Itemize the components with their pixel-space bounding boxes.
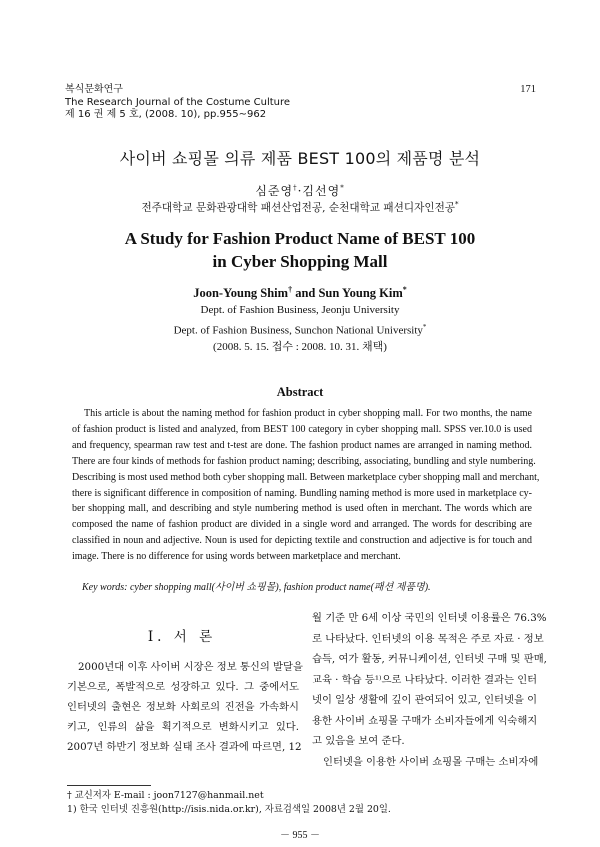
section-heading-introduction: Ⅰ. 서 론 <box>147 629 217 645</box>
author-ko-2: ·김선영 <box>297 184 341 198</box>
abstract-heading: Abstract <box>276 385 324 399</box>
footnote-1: 1) 한국 인터넷 진흥원(http://isis.nida.or.kr), 자료검색일 2008년 2월 20일. <box>67 803 391 815</box>
abstract-line: of fashion product is listed and analyzed, from BEST 100 category in cyber shopping mall. SPSS ver.10.0 is used <box>72 423 532 435</box>
authors-korean <box>0 182 600 199</box>
body-line: 기본으로, 폭발적으로 성장하고 있다. 그 중에서도 <box>67 681 299 693</box>
authors-english <box>0 285 600 301</box>
body-line: 인터넷의 출현은 정보화 사회로의 진전을 가속화시 <box>67 701 299 713</box>
author-ko-1: 심준영 <box>255 184 294 198</box>
footnotes <box>67 789 391 816</box>
body-line: 2000년대 이후 사이버 시장은 정보 통신의 발달을 <box>78 661 303 673</box>
author-ko-2-mark: * <box>340 184 345 192</box>
abstract-line: There are four kinds of methods for fashion product naming; describing, associating, bundling and style numbering. <box>72 455 536 467</box>
affiliation-en-2-wrap <box>0 319 600 339</box>
body-line: 용한 사이버 쇼핑몰 구매가 소비자들에게 익숙해지 <box>312 714 538 727</box>
body-right-column <box>312 608 547 772</box>
affiliation-korean <box>0 200 600 215</box>
abstract-body <box>72 406 540 565</box>
keywords: Key words: cyber shopping mall(사이버 쇼핑몰), fashion product name(패션 제품명). <box>82 582 431 593</box>
affiliation-en-2: Dept. of Fashion Business, Sunchon National University <box>173 324 423 337</box>
author-en-1-mark: † <box>288 285 293 294</box>
journal-name-en: The Research Journal of the Costume Culture <box>65 96 291 108</box>
abstract-line: Describing is most used method both cyber shopping mall. Between marketplace cyber shopping mall and merchant, <box>72 471 540 483</box>
title-english <box>0 227 600 273</box>
body-line: 인터넷을 이용한 사이버 쇼핑몰 구매는 소비자에 <box>323 755 539 768</box>
affiliation-ko-text: 전주대학교 문화관광대학 패션산업전공, 순천대학교 패션디자인전공 <box>141 202 456 214</box>
affiliation-english <box>0 302 600 355</box>
body-line: 교육 · 학습 등¹⁾으로 나타났다. 이러한 결과는 인터 <box>312 673 538 686</box>
body-line: 습득, 여가 활동, 커뮤니케이션, 인터넷 구매 및 판매, <box>312 653 547 665</box>
abstract-line: image. There is no difference for using words between marketplace and merchant. <box>72 551 401 563</box>
affiliation-en-2-mark: * <box>422 322 427 331</box>
affiliation-ko-mark: * <box>455 200 459 209</box>
page-number: 171 <box>520 84 536 95</box>
author-ko-1-mark: † <box>293 184 298 192</box>
body-line: 넷이 일상 생활에 깊이 관여되어 있고, 인터넷을 이 <box>312 694 538 706</box>
title-en-line-1: A Study for Fashion Product Name of BEST 100 <box>124 229 476 248</box>
abstract-line: composed the name of fashion product are divided in a single word and arranged. The words for describing are <box>72 519 532 531</box>
abstract-line: classified in noun and adjective. Noun is used for depicting textile and construction and adjective is for touch and <box>72 535 532 547</box>
page-footer-number: － 955 － <box>280 830 320 841</box>
author-en-2-mark: * <box>402 285 407 294</box>
body-left-column <box>67 657 303 757</box>
body-line: 키고, 인류의 삶을 획기적으로 변화시키고 있다. <box>67 721 299 733</box>
title-en-line-2: in Cyber Shopping Mall <box>212 252 388 271</box>
title-korean: 사이버 쇼핑몰 의류 제품 BEST 100의 제품명 분석 <box>119 149 481 168</box>
body-line: 고 있음을 보여 준다. <box>312 735 405 747</box>
received-accepted-dates: (2008. 5. 15. 접수 : 2008. 10. 31. 채택) <box>213 340 387 353</box>
footnote-divider <box>67 785 151 786</box>
body-line: 월 기준 만 6세 이상 국민의 인터넷 이용률은 76.3% <box>312 612 547 624</box>
body-line: 2007년 하반기 정보화 실태 조사 결과에 따르면, 12 <box>67 741 302 753</box>
journal-name-ko: 복식문화연구 <box>65 84 123 95</box>
abstract-line: there is significant difference in composition of naming. Bundling naming method is more used in marketplace cy- <box>72 487 532 499</box>
affiliation-en-1: Dept. of Fashion Business, Jeonju University <box>200 304 400 316</box>
journal-header <box>65 84 290 122</box>
author-en-2: and Sun Young Kim <box>292 286 403 301</box>
footnote-corresponding-author: † 교신저자 E-mail : joon7127@hanmail.net <box>67 790 264 801</box>
body-line: 로 나타났다. 인터넷의 이용 목적은 주로 자료 · 정보 <box>312 632 544 645</box>
abstract-line: ber shopping mall, and describing and style numbering method is used often in merchant. The words which are <box>72 503 532 515</box>
author-en-1: Joon-Young Shim <box>193 286 289 301</box>
journal-issue: 제 16 권 제 5 호, (2008. 10), pp.955∼962 <box>65 109 267 120</box>
abstract-line: This article is about the naming method for fashion product in cyber shopping mall. For two months, the name <box>84 408 532 419</box>
abstract-line: and frequency, spearman raw test and t-test are done. The fashion product names are arranged in naming method. <box>72 439 532 451</box>
